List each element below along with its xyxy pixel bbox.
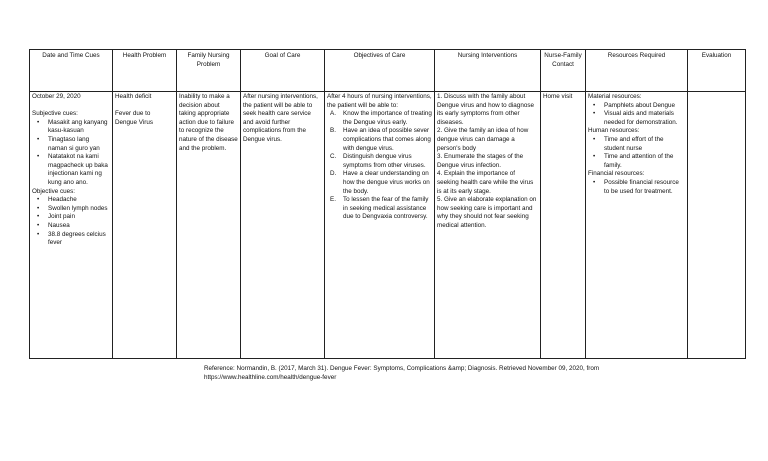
financial-resources-list bbox=[588, 179, 685, 196]
contact-text: Home visit bbox=[543, 93, 573, 100]
intervention-item: 4. Explain the importance of seeking health care while the virus is at its early stage. bbox=[437, 170, 534, 195]
header-evaluation: Evaluation bbox=[688, 50, 746, 92]
list-item: • Nausea bbox=[32, 222, 110, 231]
header-date-time-cues: Date and Time Cues bbox=[30, 50, 113, 92]
list-item: • Masakit ang kanyang kasu-kasuan bbox=[32, 119, 110, 136]
list-item: • Tinagtaso lang naman si guro yan bbox=[32, 136, 110, 153]
objective-cues-label: Objective cues: bbox=[32, 187, 76, 195]
list-item bbox=[327, 153, 432, 170]
health-problem-text: Health deficit bbox=[115, 93, 152, 100]
objective-text: Have a clear understanding on how the dengue virus works on the body. bbox=[343, 170, 430, 195]
objective-text: Distinguish dengue virus symptoms from other viruses. bbox=[343, 153, 426, 169]
material-resources-label: Material resources: bbox=[588, 93, 642, 100]
evaluation-cell bbox=[688, 92, 746, 359]
objectives-intro: After 4 hours of nursing interventions, the patient will be able to: bbox=[327, 93, 432, 109]
header-family-nursing-problem: Family Nursing Problem bbox=[177, 50, 241, 92]
list-marker: B. bbox=[330, 127, 336, 135]
human-resources-label: Human resources: bbox=[588, 127, 640, 135]
header-nurse-family-contact: Nurse-Family Contact bbox=[541, 50, 586, 92]
header-health-problem: Health Problem bbox=[113, 50, 177, 92]
list-item bbox=[327, 170, 432, 196]
intervention-item: 3. Enumerate the stages of the Dengue virus infection. bbox=[437, 153, 524, 169]
resources-cell bbox=[586, 92, 688, 359]
list-item: • Time and attention of the family. bbox=[588, 153, 685, 170]
family-problem-cell bbox=[177, 92, 241, 359]
cues-cell bbox=[30, 92, 113, 359]
list-item: • Pamphlets about Dengue bbox=[588, 102, 685, 111]
list-marker: E. bbox=[330, 196, 336, 204]
objectives-cell bbox=[325, 92, 435, 359]
objective-text: Have an idea of possible sever complications that comes along with dengue virus. bbox=[343, 127, 431, 152]
human-resources-list bbox=[588, 136, 685, 170]
list-item: • Headache bbox=[32, 196, 110, 205]
nursing-care-plan-table bbox=[29, 49, 746, 359]
header-objectives-of-care: Objectives of Care bbox=[325, 50, 435, 92]
objective-cues-list bbox=[32, 196, 110, 248]
list-marker: D. bbox=[330, 170, 337, 178]
list-item bbox=[327, 127, 432, 153]
table-header-row bbox=[30, 50, 746, 92]
objectives-list bbox=[327, 110, 432, 222]
list-item: • Possible financial resource to be used for treatment. bbox=[588, 179, 685, 196]
goal-cell bbox=[241, 92, 325, 359]
objective-text: Know the importance of treating the Dengue virus early. bbox=[343, 110, 432, 126]
list-item: • 38.8 degrees celcius fever bbox=[32, 231, 110, 248]
family-problem-text: Inability to make a decision about taking appropriate action due to failure to recognize the nature of the disease and the problem. bbox=[179, 93, 238, 152]
list-item bbox=[327, 196, 432, 222]
list-item: • Natatakot na kami magpacheck up baka injectionan kami ng kung ano ano. bbox=[32, 153, 110, 187]
date-text: October 29, 2020 bbox=[32, 93, 81, 100]
list-item: • Joint pain bbox=[32, 213, 110, 222]
subjective-cues-label: Subjective cues: bbox=[32, 110, 78, 118]
subjective-cues-list bbox=[32, 119, 110, 188]
header-goal-of-care: Goal of Care bbox=[241, 50, 325, 92]
list-marker: C. bbox=[330, 153, 337, 161]
objective-text: To lessen the fear of the family in seeking medical assistance due to Dengvaxia controversy. bbox=[343, 196, 429, 221]
list-item: • Time and effort of the student nurse bbox=[588, 136, 685, 153]
intervention-item: 1. Discuss with the family about Dengue virus and how to diagnose its early symptoms from other diseases. bbox=[437, 93, 534, 126]
material-resources-list bbox=[588, 102, 685, 128]
list-marker: A. bbox=[330, 110, 336, 118]
contact-cell bbox=[541, 92, 586, 359]
list-item bbox=[327, 110, 432, 127]
health-problem-detail: Fever due to Dengue Virus bbox=[115, 110, 154, 126]
intervention-item: 2. Give the family an idea of how dengue virus can damage a person's body bbox=[437, 127, 529, 152]
header-nursing-interventions: Nursing Interventions bbox=[435, 50, 541, 92]
list-item: • Swollen lymph nodes bbox=[32, 205, 110, 214]
health-problem-cell bbox=[113, 92, 177, 359]
list-item: • Visual aids and materials needed for demonstration. bbox=[588, 110, 685, 127]
header-resources-required: Resources Required bbox=[586, 50, 688, 92]
reference-text: Reference: Normandin, B. (2017, March 31). Dengue Fever: Symptoms, Complications &amp; Diagnosis. Retrieved November 09, 2020, from https://www.healthline.com/health/dengue-fever bbox=[204, 365, 600, 381]
goal-text: After nursing interventions, the patient will be able to seek health care service and avoid further complications from the Dengue virus. bbox=[243, 93, 318, 143]
intervention-item: 5. Give an elaborate explanation on how seeking care is important and why they should not fear seeking medical attention. bbox=[437, 196, 537, 229]
table-row bbox=[30, 92, 746, 359]
interventions-cell bbox=[435, 92, 541, 359]
financial-resources-label: Financial resources: bbox=[588, 170, 645, 178]
